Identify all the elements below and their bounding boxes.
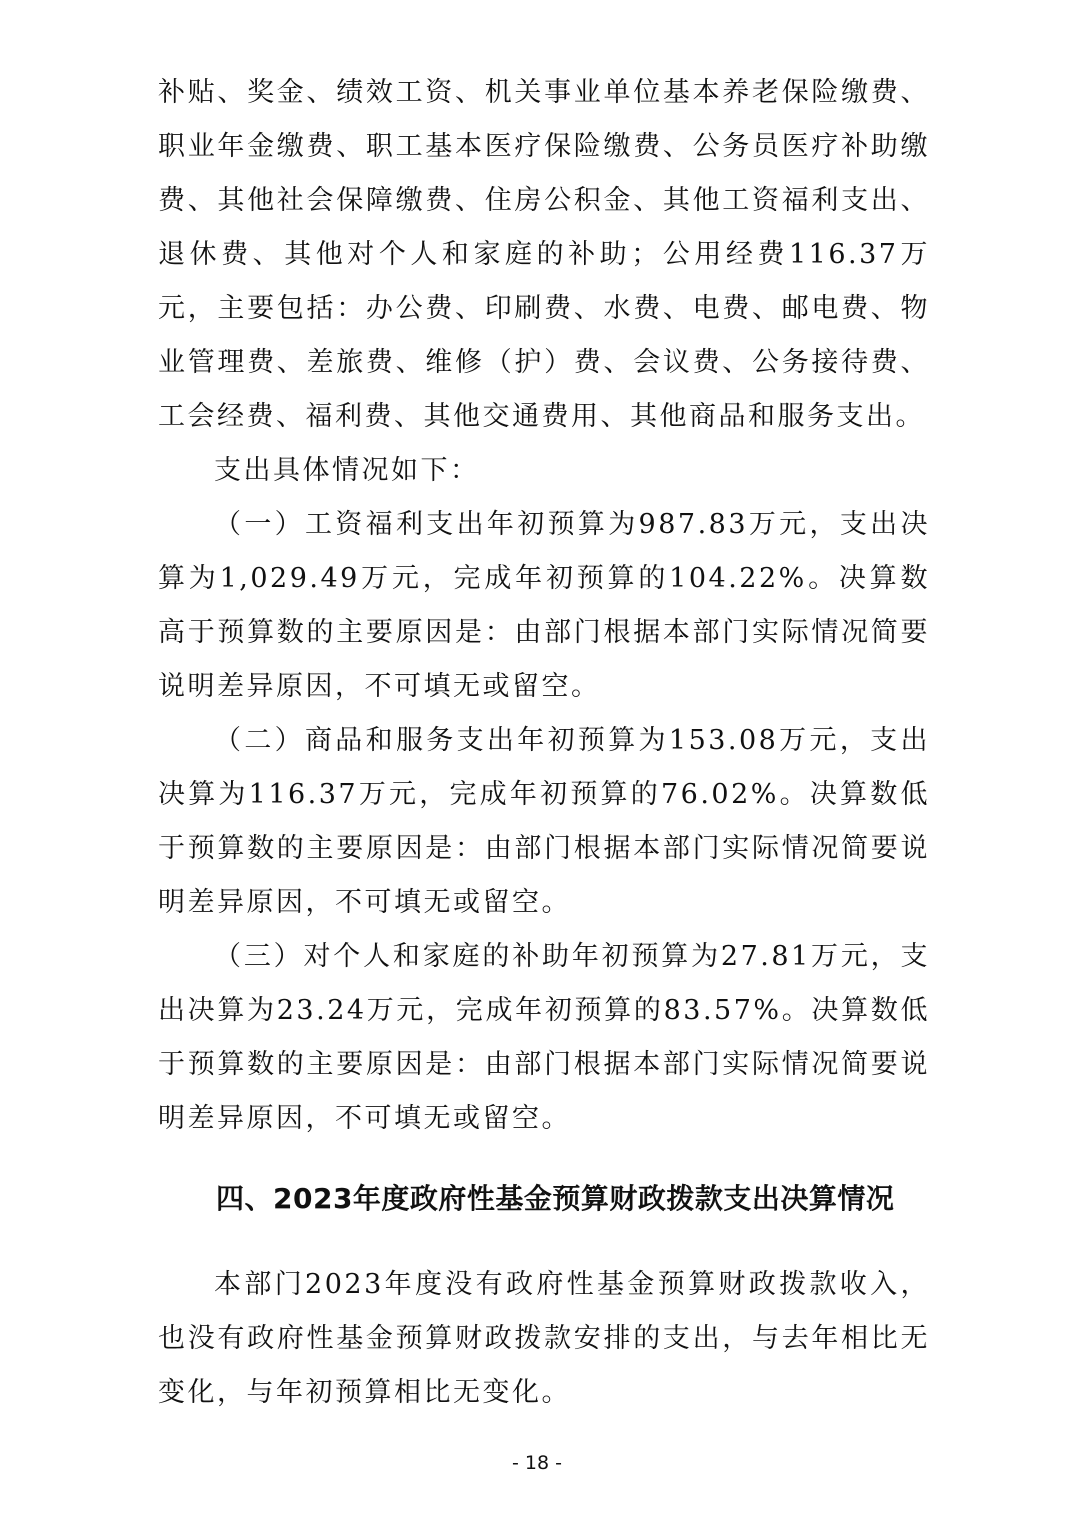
paragraph-goods-services-expense: （二）商品和服务支出年初预算为153.08万元，支出决算为116.37万元，完成年初预算的76.02%。决算数低于预算数的主要原因是：由部门根据本部门实际情况简要说明差异原因，不可填无或留空。: [158, 725, 930, 918]
paragraph-personnel-and-public-expenses: 补贴、奖金、绩效工资、机关事业单位基本养老保险缴费、职业年金缴费、职工基本医疗保险缴费、公务员医疗补助缴费、其他社会保障缴费、住房公积金、其他工资福利支出、退休费、其他对个人和家庭的补助；公用经费116.37万元，主要包括：办公费、印刷费、水费、电费、邮电费、物业管理费、差旅费、维修（护）费、会议费、公务接待费、工会经费、福利费、其他交通费用、其他商品和服务支出。: [158, 77, 930, 432]
paragraph-household-subsidy-expense: （三）对个人和家庭的补助年初预算为27.81万元，支出决算为23.24万元，完成年初预算的83.57%。决算数低于预算数的主要原因是：由部门根据本部门实际情况简要说明差异原因，不可填无或留空。: [158, 941, 930, 1134]
paragraph-expense-details-intro: 支出具体情况如下：: [214, 455, 480, 486]
page-number: - 18 -: [512, 1452, 562, 1474]
paragraph-government-fund-body: 本部门2023年度没有政府性基金预算财政拨款收入，也没有政府性基金预算财政拨款安排的支出，与去年相比无变化，与年初预算相比无变化。: [158, 1269, 930, 1408]
section-heading-government-fund: 四、2023年度政府性基金预算财政拨款支出决算情况: [216, 1182, 895, 1215]
paragraph-salary-welfare-expense: （一）工资福利支出年初预算为987.83万元，支出决算为1,029.49万元，完成年初预算的104.22%。决算数高于预算数的主要原因是：由部门根据本部门实际情况简要说明差异原因，不可填无或留空。: [158, 509, 930, 702]
